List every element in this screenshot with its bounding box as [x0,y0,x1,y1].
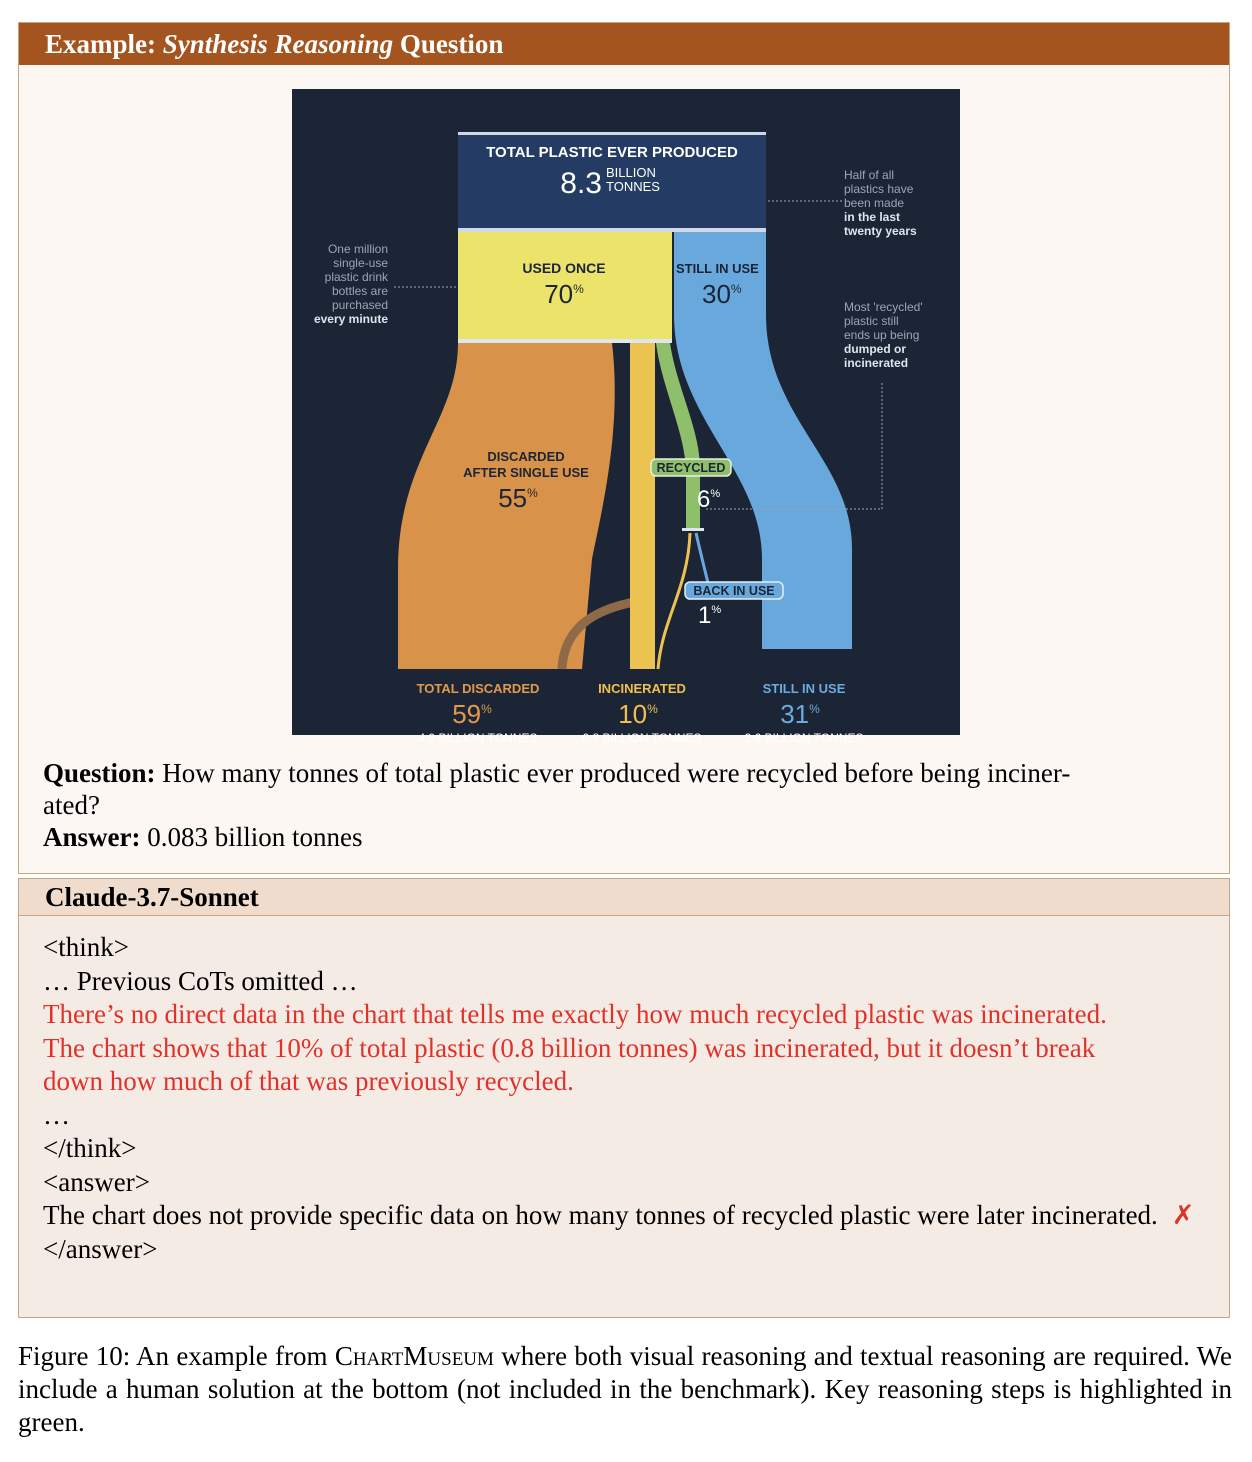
figure-caption: Figure 10: An example from ChartMuseum where both visual reasoning and textual reasoning are required. We include a human solution at the bottom (not included in the benchmark). Key reasoning steps is highlighted in green. [18,1341,1232,1437]
still-in-use-bottom-value: 31% [780,699,820,729]
discarded-label-line1: DISCARDED [487,449,565,464]
still-in-use-top-label: STILL IN USE [676,261,759,276]
right-mid-annotation-line: Most 'recycled' [844,300,923,314]
right-mid-annotation-line: ends up being [844,328,920,342]
used-once-value: 70% [544,279,584,309]
left-annotation-line: One million [327,242,388,256]
answer-close-tag: </answer> [43,1233,158,1264]
sankey-chart [292,89,960,745]
think-close-tag: </think> [43,1133,137,1163]
model-response [43,931,1213,1266]
right-mid-annotation-line: incinerated [844,356,909,370]
example-type: Synthesis Reasoning [162,29,394,59]
total-discarded-tonnes: 4.9 BILLION TONNES [418,731,538,745]
question: Question: How many tonnes of total plastic ever produced were recycled before being inciner- [43,758,1071,788]
used-once-bottom-line [458,339,672,343]
header-bar-bottom-line [458,228,766,232]
question-continued: ated? [43,790,100,820]
right-mid-annotation-line: plastic still [844,314,899,328]
right-top-annotation-line: twenty years [844,224,917,238]
left-annotation-line: plastic drink [324,270,388,284]
total-value: 8.3 [560,167,602,200]
recycled-label: RECYCLED [656,461,726,475]
total-unit-2: TONNES [606,179,660,194]
highlighted-reasoning-2: The chart shows that 10% of total plastic (0.8 billion tonnes) was incinerated, but it doesn’t break [43,1032,1096,1063]
model-name: Claude-3.7-Sonnet [19,879,1229,916]
think-open-tag: <think> [43,932,129,962]
discarded-label-line2: AFTER SINGLE USE [463,465,589,480]
total-unit-1: BILLION [606,165,656,180]
recycled-value: 6% [697,486,721,513]
ellipsis: … [43,1099,70,1130]
highlighted-reasoning-3: down how much of that was previously recycled. [43,1066,574,1096]
wrong-mark-icon: ✗ [1171,1200,1195,1230]
chart-title: TOTAL PLASTIC EVER PRODUCED [486,144,738,161]
answer: Answer: 0.083 billion tonnes [43,822,363,852]
benchmark-name: ChartMuseum [334,1341,494,1371]
answer-open-tag: <answer> [43,1166,150,1197]
example-panel [18,22,1230,874]
right-mid-annotation-line: dumped or [844,342,906,356]
highlighted-reasoning-1: There’s no direct data in the chart that tells me exactly how much recycled plastic was incinerated. [43,999,1107,1029]
used-once-label: USED ONCE [522,260,606,276]
incinerated-value: 10% [618,699,658,729]
omitted-note: … Previous CoTs omitted … [43,965,358,996]
right-top-annotation-line: in the last [844,210,901,224]
right-top-annotation-line: been made [844,196,905,210]
back-in-use-value: 1% [698,602,722,629]
incinerated-flow [630,343,655,669]
left-annotation-line: purchased [331,298,388,312]
total-discarded-label: TOTAL DISCARDED [416,681,540,696]
recycled-split-line [682,528,704,531]
still-in-use-bottom-label: STILL IN USE [762,681,846,696]
right-top-annotation-line: Half of all [844,168,895,182]
model-response-panel [18,878,1230,1318]
incinerated-label: INCINERATED [598,681,686,696]
model-answer: The chart does not provide specific data on how many tonnes of recycled plastic were later incinerated. ✗ [43,1200,1195,1230]
header-bar-top-line [458,132,766,135]
discarded-value: 55% [498,483,538,513]
still-in-use-bottom-tonnes: 2.6 BILLION TONNES [744,731,864,745]
left-annotation-line: single-use [333,256,388,270]
total-discarded-value: 59% [452,699,492,729]
right-top-annotation-line: plastics have [844,182,914,196]
question-answer [43,757,1213,853]
left-annotation-line: every minute [313,312,388,326]
left-annotation-line: bottles are [331,284,388,298]
example-header: Example: Synthesis Reasoning Question [19,23,1229,65]
still-in-use-top-value: 30% [702,279,742,309]
back-in-use-label: BACK IN USE [693,584,775,598]
incinerated-tonnes: 0.8 BILLION TONNES [582,731,702,745]
